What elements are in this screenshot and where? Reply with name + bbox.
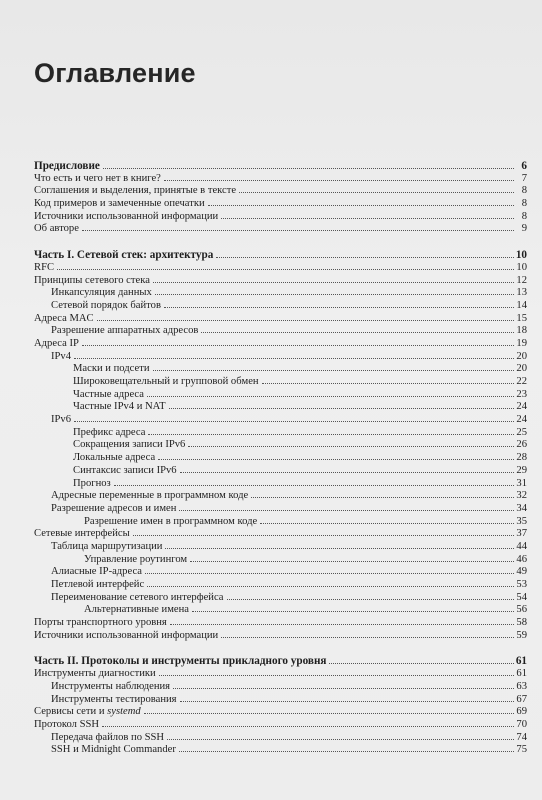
toc-page-number: 19 [516,337,527,349]
toc-entry[interactable] [34,516,527,529]
toc-page-number: 54 [516,591,527,603]
toc-entry-title: Управление роутингом [84,553,188,565]
toc-entry-title: Принципы сетевого стека [34,274,150,286]
toc-page-number: 20 [516,363,527,375]
toc-entry-title: Таблица маршрутизации [51,540,163,552]
toc-entry-title: Предисловие [34,160,100,172]
toc-entry[interactable] [34,287,527,300]
toc-page-number: 63 [516,680,527,692]
toc-entry-title: Инструменты наблюдения [51,680,171,692]
dot-leader [147,396,514,397]
dot-leader [190,561,514,562]
page-title: Оглавление [34,58,196,88]
toc-entry[interactable] [34,338,527,351]
toc-page-number: 13 [516,287,527,299]
dot-leader [164,307,514,308]
dot-leader [82,345,514,346]
toc-entry-title: Разрешение адресов и имен [51,502,177,514]
toc-entry-title: Инструменты тестирования [51,693,177,705]
dot-leader [188,446,514,447]
toc-entry-title: Префикс адреса [73,426,146,438]
toc-entry-title: Передача файлов по SSH [51,731,165,743]
toc-entry[interactable] [34,503,527,516]
toc-page-number: 70 [516,718,527,730]
toc-page-number: 10 [515,249,527,262]
toc-entry[interactable] [34,351,527,364]
toc-entry[interactable] [34,604,527,617]
toc-entry[interactable] [34,528,527,541]
toc-entry-title: Синтаксис записи IPv6 [73,464,177,476]
dot-leader [239,192,514,193]
dot-leader [82,230,514,231]
dot-leader [147,586,514,587]
toc-page-number: 9 [521,223,527,235]
toc-entry[interactable] [34,185,527,198]
toc-entry-title: Прогноз [73,477,111,489]
toc-entry-title: Маски и подсети [73,363,150,375]
dot-leader [208,205,514,206]
toc-entry[interactable] [34,198,527,211]
dot-leader [153,282,514,283]
toc-page-number: 20 [516,350,527,362]
toc-entry[interactable] [34,427,527,440]
toc-entry[interactable] [34,554,527,567]
toc-entry-title: Переименование сетевого интерфейса [51,591,224,603]
toc-part-heading[interactable] [34,655,527,668]
dot-leader [153,370,515,371]
toc-entry-title: Сетевой порядок байтов [51,299,161,311]
toc-entry-title: Сокращения записи IPv6 [73,439,186,451]
toc-entry[interactable] [34,275,527,288]
toc-entry[interactable] [34,566,527,579]
toc-entry[interactable] [34,478,527,491]
dot-leader [155,294,514,295]
dot-leader [221,637,514,638]
toc-page-number: 34 [516,502,527,514]
table-of-contents [34,160,527,757]
toc-entry-title: Разрешение имен в программном коде [84,515,258,527]
toc-entry-title: Порты транспортного уровня [34,617,167,629]
toc-entry-title: Инкапсуляция данных [51,287,152,299]
toc-entry[interactable] [34,300,527,313]
toc-entry-title: Разрешение аппаратных адресов [51,325,199,337]
dot-leader [169,408,514,409]
toc-entry-title: RFC [34,261,55,273]
toc-entry-title: IPv4 [51,350,72,362]
toc-entry[interactable] [34,719,527,732]
toc-entry[interactable] [34,579,527,592]
dot-leader [164,180,514,181]
toc-entry[interactable] [34,744,527,757]
toc-page-number: 25 [516,426,527,438]
dot-leader [114,485,514,486]
toc-entry[interactable] [34,465,527,478]
dot-leader [221,218,514,219]
toc-page-number: 14 [516,299,527,311]
dot-leader [148,434,514,435]
toc-page-number: 46 [516,553,527,565]
dot-leader [97,320,514,321]
toc-page-number: 8 [521,210,527,222]
toc-entry[interactable] [34,706,527,719]
toc-page-number: 12 [516,274,527,286]
toc-entry[interactable] [34,439,527,452]
toc-page-number: 8 [521,198,527,210]
toc-page-number: 6 [521,160,527,172]
toc-page-number: 75 [516,744,527,756]
toc-page-number: 31 [516,477,527,489]
toc-entry-title: Алиасные IP-адреса [51,566,142,578]
toc-entry[interactable] [34,592,527,605]
toc-page-number: 29 [516,464,527,476]
toc-page-number: 24 [516,401,527,413]
toc-page-number: 53 [516,579,527,590]
dot-leader [158,459,514,460]
toc-entry-title: Источники использованной информации [34,210,219,222]
toc-part-heading[interactable] [34,249,527,262]
toc-entry-title: Источники использованной информации [34,629,219,641]
dot-leader [57,269,514,270]
toc-entry-title: Адреса MAC [34,312,94,324]
toc-page-number: 23 [516,388,527,400]
section-gap [34,236,527,249]
toc-entry-title: IPv6 [51,414,72,426]
toc-entry[interactable] [34,732,527,745]
toc-page-number: 10 [516,261,527,273]
toc-page-number: 26 [516,439,527,451]
dot-leader [144,713,514,714]
toc-entry-italic: systemd [107,706,141,718]
toc-entry-title: SSH и Midnight Commander [51,744,176,756]
dot-leader [133,535,514,536]
toc-entry-title: Инструменты диагностики [34,668,156,680]
dot-leader [170,624,514,625]
dot-leader [329,663,514,664]
toc-entry-title: Сетевые интерфейсы [34,528,130,540]
toc-entry-title: Частные IPv4 и NAT [73,401,166,413]
toc-entry-title: Локальные адреса [73,452,156,464]
toc-entry[interactable] [34,262,527,275]
toc-entry-title: Протокол SSH [34,718,100,730]
toc-entry-title: Часть I. Сетевой стек: архитектура [34,249,214,262]
toc-entry-title: Альтернативные имена [84,604,189,616]
toc-entry-title: Петлевой интерфейс [51,579,145,590]
dot-leader [180,701,514,702]
toc-page-number: 61 [515,655,527,668]
toc-page-number: 58 [516,617,527,629]
dot-leader [227,599,514,600]
toc-entry[interactable] [34,694,527,707]
toc-page-number: 49 [516,566,527,578]
toc-entry[interactable] [34,211,527,224]
toc-entry[interactable] [34,630,527,643]
dot-leader [260,523,514,524]
toc-entry-title: Соглашения и выделения, принятые в тексте [34,185,237,197]
section-gap [34,642,527,655]
toc-entry[interactable] [34,617,527,630]
toc-entry-title: Адресные переменные в программном коде [51,490,249,502]
toc-entry[interactable] [34,452,527,465]
toc-entry[interactable] [34,490,527,503]
toc-entry[interactable] [34,668,527,681]
toc-entry[interactable] [34,173,527,186]
dot-leader [216,257,514,258]
toc-entry-title: Адреса IP [34,337,79,349]
dot-leader [74,358,514,359]
toc-page-number: 15 [516,312,527,324]
dot-leader [192,611,514,612]
toc-entry[interactable] [34,325,527,338]
dot-leader [165,548,514,549]
toc-page-number: 37 [516,528,527,540]
toc-part-heading[interactable] [34,160,527,173]
dot-leader [103,168,514,169]
toc-page-number: 74 [516,731,527,743]
toc-page-number: 61 [516,668,527,680]
dot-leader [262,383,514,384]
dot-leader [145,573,514,574]
toc-entry-title: Код примеров и замеченные опечатки [34,198,205,210]
dot-leader [251,497,514,498]
dot-leader [159,675,514,676]
toc-page-number: 22 [516,376,527,387]
toc-page-number: 69 [516,706,527,718]
toc-page-number: 18 [516,325,527,337]
toc-page-number: 8 [521,185,527,197]
toc-page-number: 56 [516,604,527,616]
toc-page-number: 7 [521,172,527,184]
toc-entry[interactable] [34,376,527,389]
toc-entry-title: Об авторе [34,223,79,235]
toc-page-number: 28 [516,452,527,464]
toc-page-number: 44 [516,540,527,552]
toc-page-number: 24 [516,414,527,426]
dot-leader [167,739,514,740]
toc-page-number: 59 [516,629,527,641]
dot-leader [173,688,514,689]
toc-page-number: 32 [516,490,527,502]
toc-entry-title: Частные адреса [73,388,144,400]
dot-leader [179,510,514,511]
toc-entry[interactable] [34,363,527,376]
toc-entry-title: Часть II. Протоколы и инструменты прикладного уровня [34,655,327,668]
toc-entry[interactable] [34,414,527,427]
toc-entry[interactable] [34,313,527,326]
toc-entry[interactable] [34,541,527,554]
toc-entry[interactable] [34,223,527,236]
dot-leader [201,332,514,333]
dot-leader [102,726,514,727]
toc-entry[interactable] [34,401,527,414]
dot-leader [179,751,514,752]
toc-entry-title: Широковещательный и групповой обмен [73,376,259,387]
toc-entry[interactable] [34,389,527,402]
dot-leader [74,421,514,422]
dot-leader [180,472,514,473]
toc-page-number: 67 [516,693,527,705]
toc-entry-title: Что есть и чего нет в книге? [34,172,161,184]
toc-entry-title: Сервисы сети и systemd [34,706,141,718]
toc-page-number: 35 [516,515,527,527]
toc-entry[interactable] [34,681,527,694]
